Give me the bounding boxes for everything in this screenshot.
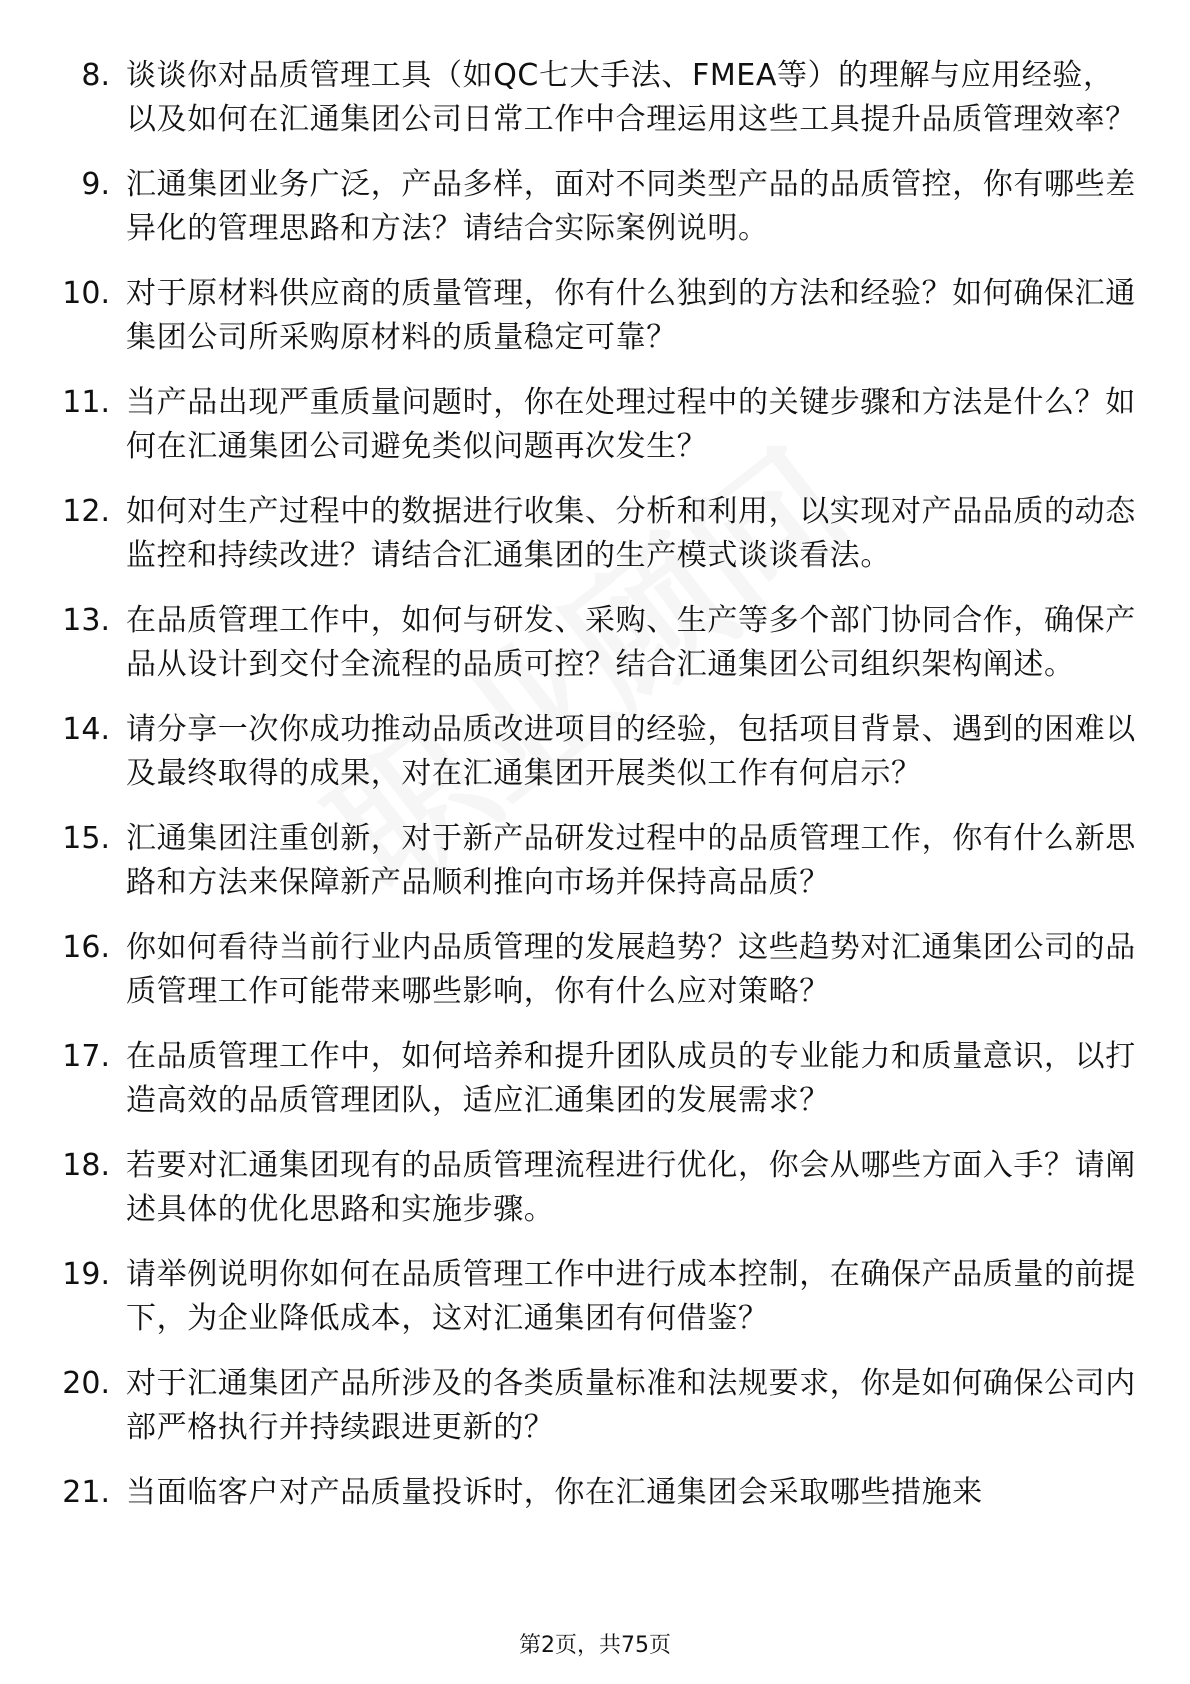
question-number: 16.	[62, 930, 110, 965]
question-number: 11.	[62, 385, 110, 420]
question-text: 你如何看待当前行业内品质管理的发展趋势？这些趋势对汇通集团公司的品质管理工作可能带来哪些影响，你有什么应对策略？	[126, 930, 1136, 1009]
question-text: 当产品出现严重质量问题时，你在处理过程中的关键步骤和方法是什么？如何在汇通集团公司避免类似问题再次发生？	[126, 385, 1136, 464]
question-text: 对于汇通集团产品所涉及的各类质量标准和法规要求，你是如何确保公司内部严格执行并持续跟进更新的？	[126, 1366, 1136, 1445]
question-number: 17.	[62, 1039, 110, 1074]
page-footer	[0, 1632, 1190, 1660]
question-list	[56, 54, 1136, 1536]
question-text: 汇通集团注重创新，对于新产品研发过程中的品质管理工作，你有什么新思路和方法来保障新产品顺利推向市场并保持高品质？	[126, 821, 1136, 900]
question-number: 9.	[81, 167, 110, 202]
question-item-8	[56, 54, 1136, 142]
question-text: 请分享一次你成功推动品质改进项目的经验，包括项目背景、遇到的困难以及最终取得的成果，对在汇通集团开展类似工作有何启示？	[126, 712, 1136, 791]
question-text: 若要对汇通集团现有的品质管理流程进行优化，你会从哪些方面入手？请阐述具体的优化思路和实施步骤。	[126, 1148, 1136, 1227]
question-item-21	[56, 1471, 1136, 1515]
question-number: 14.	[62, 712, 110, 747]
question-number: 13.	[62, 603, 110, 638]
question-item-20	[56, 1362, 1136, 1450]
question-item-19	[56, 1253, 1136, 1341]
question-text: 谈谈你对品质管理工具（如QC七大手法、FMEA等）的理解与应用经验，以及如何在汇通集团公司日常工作中合理运用这些工具提升品质管理效率？	[126, 58, 1136, 137]
question-text: 在品质管理工作中，如何与研发、采购、生产等多个部门协同合作，确保产品从设计到交付全流程的品质可控？结合汇通集团公司组织架构阐述。	[126, 603, 1136, 682]
page-number-label: 第2页，共75页	[519, 1633, 671, 1658]
question-item-16	[56, 926, 1136, 1014]
question-item-9	[56, 163, 1136, 251]
question-item-18	[56, 1144, 1136, 1232]
question-item-14	[56, 708, 1136, 796]
question-text: 汇通集团业务广泛，产品多样，面对不同类型产品的品质管控，你有哪些差异化的管理思路和方法？请结合实际案例说明。	[126, 167, 1136, 246]
question-number: 19.	[62, 1257, 110, 1292]
question-text: 在品质管理工作中，如何培养和提升团队成员的专业能力和质量意识，以打造高效的品质管理团队，适应汇通集团的发展需求？	[126, 1039, 1136, 1118]
question-item-15	[56, 817, 1136, 905]
question-item-10	[56, 272, 1136, 360]
question-number: 20.	[62, 1366, 110, 1401]
question-item-17	[56, 1035, 1136, 1123]
question-item-11	[56, 381, 1136, 469]
question-number: 8.	[81, 58, 110, 93]
question-number: 18.	[62, 1148, 110, 1183]
question-number: 21.	[62, 1475, 110, 1510]
question-number: 10.	[62, 276, 110, 311]
question-item-13	[56, 599, 1136, 687]
question-item-12	[56, 490, 1136, 578]
question-text: 请举例说明你如何在品质管理工作中进行成本控制，在确保产品质量的前提下，为企业降低成本，这对汇通集团有何借鉴？	[126, 1257, 1136, 1336]
question-number: 15.	[62, 821, 110, 856]
question-number: 12.	[62, 494, 110, 529]
question-text: 对于原材料供应商的质量管理，你有什么独到的方法和经验？如何确保汇通集团公司所采购原材料的质量稳定可靠？	[126, 276, 1136, 355]
question-text: 如何对生产过程中的数据进行收集、分析和利用，以实现对产品品质的动态监控和持续改进？请结合汇通集团的生产模式谈谈看法。	[126, 494, 1136, 573]
question-text: 当面临客户对产品质量投诉时，你在汇通集团会采取哪些措施来	[126, 1475, 983, 1510]
